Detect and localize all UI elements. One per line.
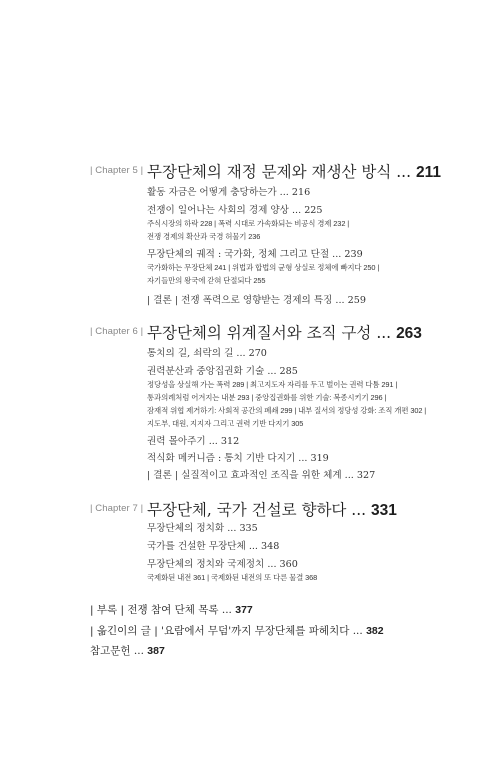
backmatter-page-number: 382 [366,625,384,637]
toc-section: 국가를 건설한 무장단체 ... 348 [147,541,280,552]
toc-subsection: 국가화하는 무장단체 241 | 위법과 합법의 균형 상실로 정체에 빠지다 250 | [147,263,380,272]
toc-section: 활동 자금은 어떻게 충당하는가 ... 216 [147,187,311,198]
chapter-6 [90,321,480,481]
toc-subsection: 정당성을 상실해 가는 폭력 289 | 최고지도자 자리를 두고 벌이는 권력 다툼 291 | [147,380,398,389]
toc-subsection: 지도부, 대원, 지지자 그리고 권력 기반 다지기 305 [147,419,304,428]
toc-backmatter-item: 참고문헌 ... 387 [90,645,165,657]
toc-section: 적식화 메커니즘 : 통치 기반 다지기 ... 319 [147,453,329,464]
toc-section: 무장단체의 정치화 ... 335 [147,523,258,534]
chapter-heading [90,160,480,180]
toc-section: 통치의 길, 쇠락의 길 ... 270 [147,348,267,359]
toc-section: 전쟁이 일어나는 사회의 경제 양상 ... 225 [147,205,323,216]
toc-subsection: 전쟁 경제의 확산과 국경 허물기 236 [147,232,261,241]
toc-conclusion: | 결론 | 실질적이고 효과적인 조직을 위한 체계 ... 327 [147,470,376,481]
chapter-page-number: 211 [415,164,441,181]
toc-subsection: 잠재적 위협 제거하기: 사회적 공간의 폐쇄 299 | 내부 질서의 정당성 강화: 조직 개편 302 | [147,406,427,415]
chapter-heading [90,498,480,518]
chapter-title: 무장단체, 국가 건설로 향하다 ... 331 [147,501,397,519]
toc-section: 무장단체의 정치와 국제정치 ... 360 [147,559,298,570]
chapter-label: | Chapter 5 | [90,165,144,176]
chapter-7 [90,498,480,582]
toc-section: 무장단체의 궤적 : 국가화, 정체 그리고 단절 ... 239 [147,249,363,260]
toc-backmatter-item: | 옮긴이의 글 | '요람에서 무덤'까지 무장단체를 파헤치다 ... 382 [90,625,384,637]
chapter-label: | Chapter 6 | [90,326,144,337]
chapter-heading [90,321,480,341]
toc-subsection: 주식시장의 하락 228 | 폭력 시대로 가속화되는 비공식 경제 232 | [147,219,350,228]
chapter-5 [90,160,480,306]
backmatter-page-number: 387 [147,645,165,657]
toc-subsection: 자기들만의 왕국에 갇혀 단절되다 255 [147,276,266,285]
chapter-page-number: 263 [396,325,422,342]
backmatter-page-number: 377 [235,604,253,616]
toc-section: 권력 몰아주기 ... 312 [147,436,240,447]
toc-backmatter-item: | 부록 | 전쟁 참여 단체 목록 ... 377 [90,604,253,616]
toc-conclusion: | 결론 | 전쟁 폭력으로 영향받는 경제의 특징 ... 259 [147,295,366,306]
chapter-title: 무장단체의 위계질서와 조직 구성 ... 263 [147,324,422,342]
chapter-page-number: 331 [371,502,397,519]
toc-subsection: 국제화된 내전 361 | 국제화된 내전의 또 다른 물결 368 [147,573,318,582]
chapter-title: 무장단체의 재정 문제와 재생산 방식 ... 211 [147,163,441,181]
toc-section: 권력분산과 중앙집권화 기술 ... 285 [147,366,298,377]
chapter-label: | Chapter 7 | [90,503,144,514]
toc-subsection: 통과의례처럼 어겨지는 내분 293 | 중앙집권화를 위한 기술: 복종시키기 296 | [147,393,387,402]
